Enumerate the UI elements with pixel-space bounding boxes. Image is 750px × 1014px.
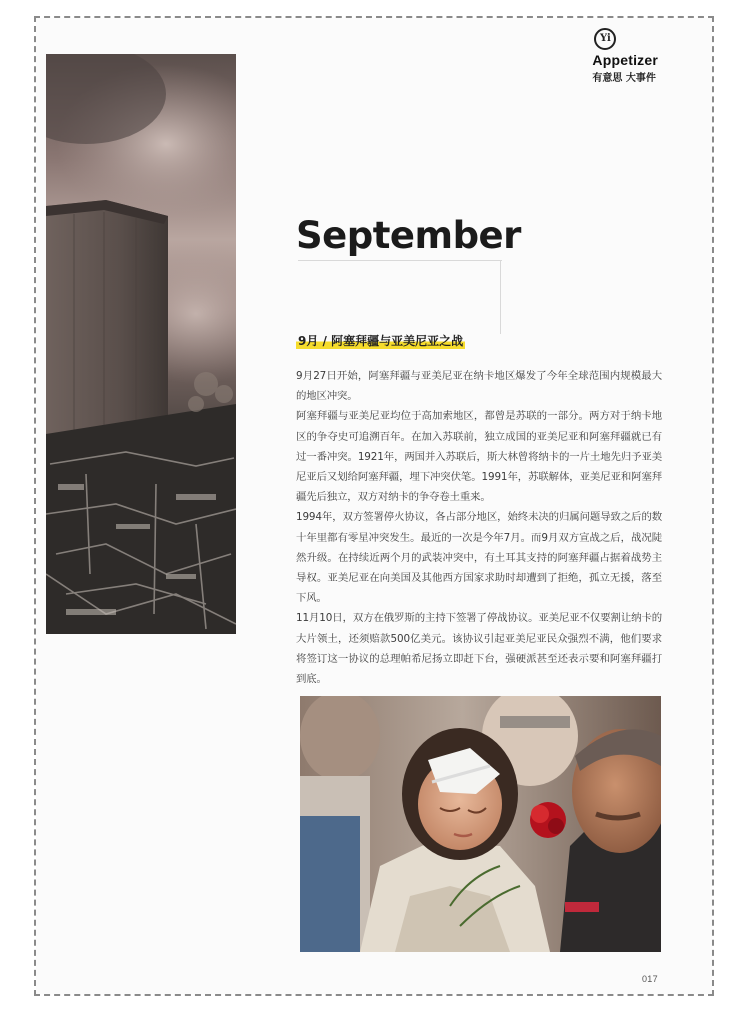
child-photo <box>300 696 661 952</box>
brand-name: Appetizer <box>592 52 658 68</box>
page-title: September <box>296 214 521 257</box>
explosion-photo <box>46 54 236 634</box>
body-paragraph: 11月10日，双方在俄罗斯的主持下签署了停战协议。亚美尼亚不仅要割让纳卡的大片领土，还须赔款500亿美元。该协议引起亚美尼亚民众强烈不满，他们要求将签订这一协议的总理帕希尼扬立即赶下台，强硬派甚至还表示要和阿塞拜疆打到底。 <box>296 612 662 686</box>
magazine-brand <box>592 28 658 84</box>
page-number: 017 <box>642 974 658 984</box>
headline-rule <box>298 260 502 261</box>
brand-subtitle: 有意思 大事件 <box>592 73 656 84</box>
body-paragraph: 9月27日开始，阿塞拜疆与亚美尼亚在纳卡地区爆发了今年全球范围内规模最大的地区冲突。 <box>296 370 662 403</box>
article-body <box>296 366 662 689</box>
article-subtitle: 9月 / 阿塞拜疆与亚美尼亚之战 <box>298 334 464 348</box>
brand-logo-icon: Yi <box>594 28 616 50</box>
body-paragraph: 1994年，双方签署停火协议，各占部分地区，始终未决的归属问题导致之后的数十年里都有零星冲突发生。最近的一次是今年7月。而9月双方宣战之后，战况陡然升级。在持续近两个月的武装冲突中，有土耳其支持的阿塞拜疆占据着战势主导权。亚美尼亚在向美国及其他西方国家求助时却遭到了拒绝，孤立无援，落至下风。 <box>296 511 662 605</box>
headline-rule-vertical <box>500 260 501 334</box>
body-paragraph: 阿塞拜疆与亚美尼亚均位于高加索地区，都曾是苏联的一部分。两方对于纳卡地区的争夺史可追溯百年。在加入苏联前，独立成国的亚美尼亚和阿塞拜疆就已有过一番冲突。1921年，两国并入苏联后，斯大林曾将纳卡的一片土地先归予亚美尼亚后又划给阿塞拜疆，埋下冲突伏笔。1991年，苏联解体，亚美尼亚和阿塞拜疆先后独立，双方对纳卡的争夺卷土重来。 <box>296 410 662 504</box>
